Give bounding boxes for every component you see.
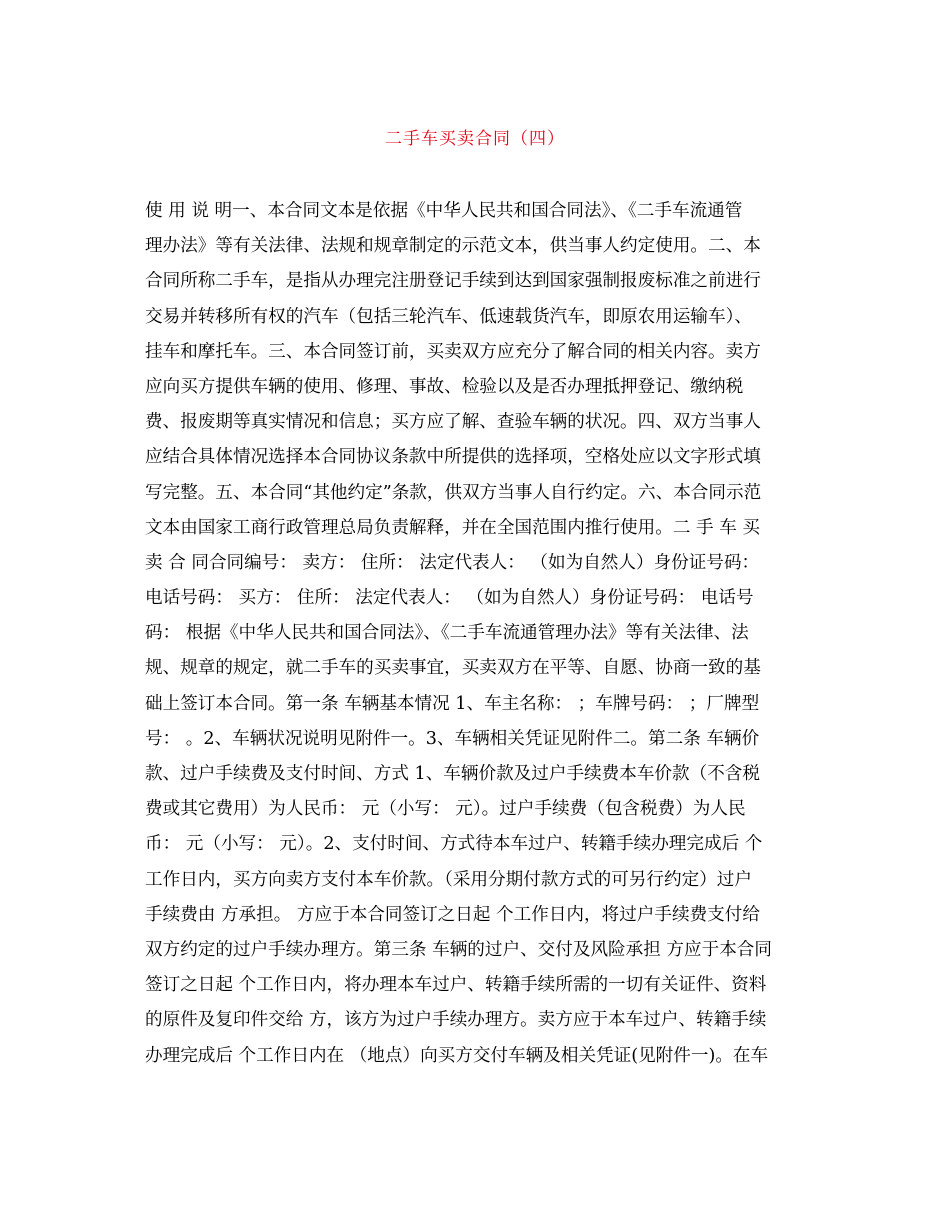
body-line: 码： 根据《中华人民共和国合同法》、《二手车流通管理办法》等有关法律、法 bbox=[145, 623, 749, 644]
body-line: 应结合具体情况选择本合同协议条款中所提供的选择项，空格处应以文字形式填 bbox=[145, 447, 761, 468]
body-line: 号： 。2、车辆状况说明见附件一。3、车辆相关凭证见附件二。第二条 车辆价 bbox=[145, 728, 760, 749]
document-body bbox=[145, 194, 815, 1074]
body-line: 费或其它费用）为人民币： 元（小写： 元）。过户手续费（包含税费）为人民 bbox=[145, 799, 746, 820]
body-line: 电话号码： 买方： 住所： 法定代表人： （如为自然人）身份证号码： 电话号 bbox=[145, 588, 754, 609]
body-line: 双方约定的过户手续办理方。第三条 车辆的过户、交付及风险承担 方应于本合同 bbox=[145, 939, 772, 960]
body-line: 文本由国家工商行政管理总局负责解释，并在全国范围内推行使用。二 手 车 买 bbox=[145, 517, 760, 538]
body-line: 交易并转移所有权的汽车（包括三轮汽车、低速载货汽车，即原农用运输车）、 bbox=[145, 306, 752, 327]
body-line: 应向买方提供车辆的使用、修理、事故、检验以及是否办理抵押登记、缴纳税 bbox=[145, 376, 744, 397]
body-line: 手续费由 方承担。 方应于本合同签订之日起 个工作日内，将过户手续费支付给 bbox=[145, 904, 760, 925]
body-line: 使 用 说 明一、本合同文本是依据《中华人民共和国合同法》、《二手车流通管 bbox=[145, 201, 743, 221]
body-line: 理办法》等有关法律、法规和规章制定的示范文本，供当事人约定使用。二、本 bbox=[145, 236, 761, 257]
body-line: 款、过户手续费及支付时间、方式 1、车辆价款及过户手续费本车价款（不含税 bbox=[145, 764, 760, 784]
body-line: 规、规章的规定，就二手车的买卖事宜，买卖双方在平等、自愿、协商一致的基 bbox=[145, 658, 761, 679]
body-line: 办理完成后 个工作日内在 （地点）向买方交付车辆及相关凭证(见附件一)。在车 bbox=[145, 1045, 769, 1066]
body-line: 写完整。五、本合同“其他约定”条款，供双方当事人自行约定。六、本合同示范 bbox=[145, 482, 762, 503]
body-line: 挂车和摩托车。三、本合同签订前，买卖双方应充分了解合同的相关内容。卖方 bbox=[145, 341, 761, 362]
body-line: 费、报废期等真实情况和信息；买方应了解、查验车辆的状况。四、双方当事人 bbox=[145, 412, 761, 433]
document-title: 二手车买卖合同（四） bbox=[385, 129, 565, 149]
body-line: 础上签订本合同。第一条 车辆基本情况 1、车主名称： ；车牌号码： ；厂牌型 bbox=[145, 693, 760, 714]
body-line: 工作日内，买方向卖方支付本车价款。（采用分期付款方式的可另行约定）过户 bbox=[145, 869, 752, 890]
body-line: 合同所称二手车，是指从办理完注册登记手续到达到国家强制报废标准之前进行 bbox=[145, 271, 761, 292]
body-line: 卖 合 同合同编号： 卖方： 住所： 法定代表人： （如为自然人）身份证号码： bbox=[145, 552, 760, 573]
body-line: 币： 元（小写： 元）。2、支付时间、方式待本车过户、转籍手续办理完成后 个 bbox=[145, 834, 763, 855]
body-line: 签订之日起 个工作日内，将办理本车过户、转籍手续所需的一切有关证件、资料 bbox=[145, 975, 767, 996]
body-line: 的原件及复印件交给 方，该方为过户手续办理方。卖方应于本车过户、转籍手续 bbox=[145, 1010, 767, 1031]
